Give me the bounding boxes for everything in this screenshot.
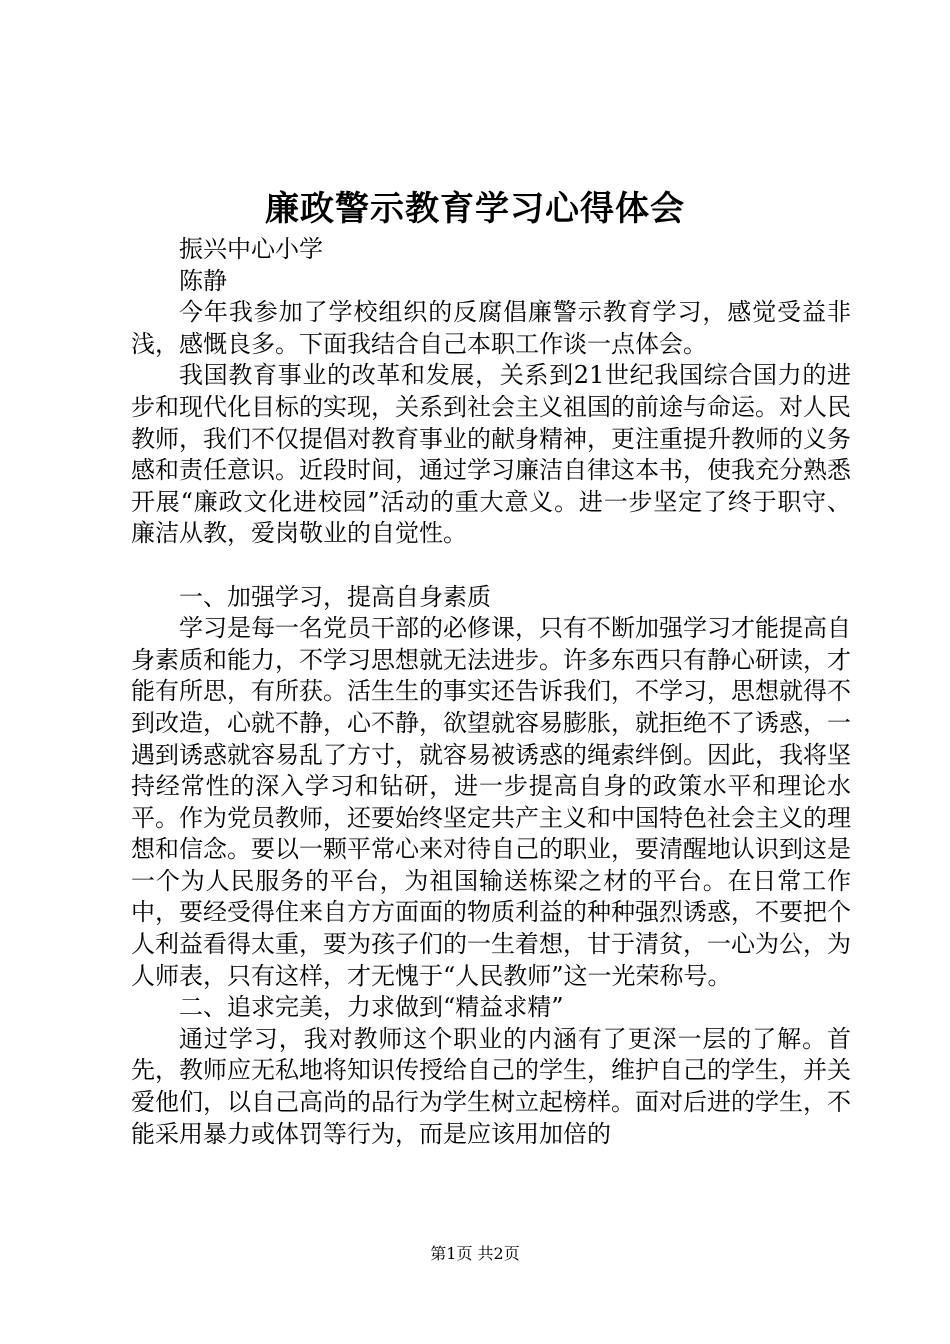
section-heading-2: 二、追求完美，力求做到“精益求精”: [179, 993, 564, 1022]
document-title: 廉政警示教育学习心得体会: [265, 189, 685, 229]
paragraph-perfection: 通过学习，我对教师这个职业的内涵有了更深一层的了解。首先，教师应无私地将知识传授给自己的学生，维护自己的学生，并关爱他们，以自己高尚的品行为学生树立起榜样。面对后进的学生，不能采用暴力或体罚等行为，而是应该用加倍的: [131, 1024, 851, 1148]
paragraph-gap: [131, 550, 851, 582]
school-name: 振兴中心小学: [179, 235, 323, 263]
section-heading-1: 一、加强学习，提高自身素质: [179, 582, 491, 611]
paragraph-significance: 我国教育事业的改革和发展，关系到21世纪我国综合国力的进步和现代化目标的实现，关系到社会主义祖国的前途与命运。对人民教师，我们不仅提倡对教育事业的献身精神，更注重提升教师的义务感和责任意识。近段时间，通过学习廉洁自律这本书，使我充分熟悉开展“廉政文化进校园”活动的重大意义。进一步坚定了终于职守、廉洁从教，爱岗敬业的自觉性。: [131, 361, 851, 548]
author-name: 陈静: [179, 266, 227, 295]
document-body: [131, 234, 851, 1150]
page-footer: 第1页 共2页: [430, 1244, 520, 1263]
paragraph-intro: 今年我参加了学校组织的反腐倡廉警示教育学习，感觉受益非浅，感慨良多。下面我结合自己本职工作谈一点体会。: [131, 298, 851, 358]
paragraph-study: 学习是每一名党员干部的必修课，只有不断加强学习才能提高自身素质和能力，不学习思想就无法进步。许多东西只有静心研读，才能有所思，有所获。活生生的事实还告诉我们，不学习，思想就得不到改造，心就不静，心不静，欲望就容易膨胀，就拒绝不了诱惑，一遇到诱惑就容易乱了方寸，就容易被诱惑的绳索绊倒。因此，我将坚持经常性的深入学习和钻研，进一步提高自身的政策水平和理论水平。作为党员教师，还要始终坚定共产主义和中国特色社会主义的理想和信念。要以一颗平常心来对待自己的职业，要清醒地认识到这是一个为人民服务的平台，为祖国输送栋梁之材的平台。在日常工作中，要经受得住来自方方面面的物质利益的种种强烈诱惑，不要把个人利益看得太重，要为孩子们的一生着想，甘于清贫，一心为公，为人师表，只有这样，才无愧于“人民教师”这一光荣称号。: [131, 614, 851, 990]
